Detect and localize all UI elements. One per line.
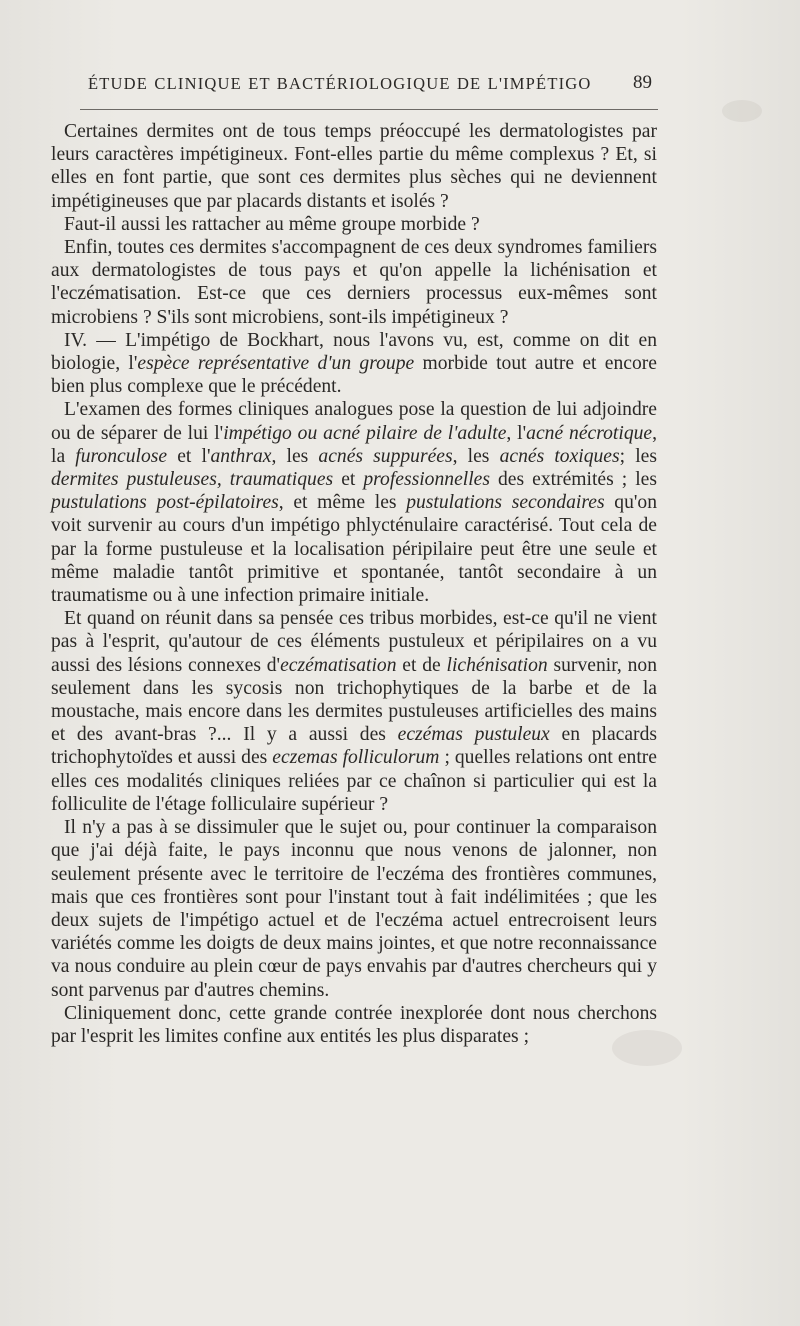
italic-term: professionnelles: [363, 469, 490, 491]
italic-term: lichénisation: [446, 654, 548, 676]
italic-term: eczématisation: [280, 654, 397, 676]
text-run: , les: [271, 445, 319, 467]
paragraph: Il n'y a pas à se dissimuler que le sujet ou, pour continuer la comparaison que j'ai déjà faite, le pays inconnu que nous venons de jalonner, non seulement présente avec le territoire de l'eczéma des frontières communes, mais que ces frontières sont pour l'instant tout à fait indélimitées ; que les deux sujets de l'impétigo actuel et de l'eczéma actuel entrecroisent leurs variétés comme les doigts de deux mains jointes, et que notre reconnaissance va nous conduire au plein cœur de pays envahis par d'autres chercheurs qui y sont parvenus par d'autres chemins.: [51, 817, 657, 1001]
italic-term: acné nécrotique: [526, 422, 653, 444]
italic-term: anthrax: [210, 445, 272, 467]
text-run: ; quelles relations ont entre elles ces modalités cliniques reliées par ce chaînon si particulier qui est la folliculite de l'étage folliculaire supérieur ?: [51, 747, 657, 815]
text-run: morbide tout autre et encore bien plus complexe que le précédent.: [51, 353, 657, 398]
body-text: [51, 120, 657, 1048]
text-run: Et quand on réunit dans sa pensée ces tribus morbides, est-ce qu'il ne vient pas à l'esprit, qu'autour de ces éléments pustuleux et péripilaires on a vu aussi des lésions connexes d': [51, 608, 657, 676]
text-run: et de: [396, 654, 447, 676]
text-run: ; les: [619, 445, 657, 467]
paragraph: [51, 398, 657, 607]
italic-term: eczémas pustuleux: [397, 724, 550, 746]
foxing-stain: [722, 100, 762, 122]
italic-term: furonculose: [75, 445, 168, 467]
header-rule: [80, 109, 658, 110]
paragraph: [51, 607, 657, 816]
italic-term: acnés suppurées: [318, 445, 453, 467]
running-header: [88, 72, 658, 100]
paragraph: Cliniquement donc, cette grande contrée inexplorée dont nous cherchons par l'esprit les limites confine aux entités les plus disparates ;: [51, 1002, 657, 1047]
text-run: , la: [51, 422, 658, 467]
italic-term: espèce représentative d'un groupe: [137, 353, 415, 375]
italic-term: pustulations secondaires: [406, 492, 605, 514]
text-run: des extrémités ; les: [489, 469, 657, 491]
text-run: IV. — L'impétigo de Bockhart, nous l'avons vu, est, comme on dit en biologie, l': [51, 329, 657, 375]
paragraph: Certaines dermites ont de tous temps préoccupé les dermatologistes par leurs caractères impétigineux. Font-elles partie du même complexus ? Et, si elles en font partie, que sont ces dermites plus sèches qui ne deviennent impétigineuses que par placards distants et isolés ?: [51, 121, 657, 212]
text-run: L'examen des formes cliniques analogues pose la question de lui adjoindre ou de séparer de lui l': [51, 399, 657, 444]
italic-term: eczemas folliculorum: [272, 747, 440, 769]
running-title: ÉTUDE CLINIQUE ET BACTÉRIOLOGIQUE DE L'IMPÉTIGO: [88, 74, 592, 93]
italic-term: pustulations post-épilatoires: [51, 492, 279, 514]
text-run: , et même les: [278, 492, 407, 514]
italic-term: dermites pustuleuses, traumatiques: [51, 469, 334, 491]
text-run: et: [333, 469, 364, 491]
text-run: qu'on voit survenir au cours d'un impétigo phlycténulaire caractérisé. Tout cela de par la forme pustuleuse et la localisation péripilaire peut être une seule et même maladie tantôt primitive et spontanée, tantôt secondaire à un traumatisme ou à une infection primaire initiale.: [51, 492, 657, 607]
italic-term: acnés toxiques: [499, 445, 620, 467]
text-run: , les: [452, 445, 500, 467]
paragraph: [51, 329, 657, 399]
text-run: en placards trichophytoïdes et aussi des: [51, 724, 658, 769]
paragraph: Faut-il aussi les rattacher au même groupe morbide ?: [64, 213, 480, 235]
page-number: 89: [633, 72, 652, 93]
text-run: et l': [167, 445, 211, 467]
text-run: survenir, non seulement dans les sycosis non trichophytiques de la barbe et de la moustache, mais encore dans les dermites pustuleuses artificielles des mains et des avant-bras ?... Il y a aussi des: [51, 654, 657, 746]
paragraph: Enfin, toutes ces dermites s'accompagnent de ces deux syndromes familiers aux dermatologistes de tous pays et qu'on appelle la lichénisation et l'eczématisation. Est-ce que ces derniers processus eux-mêmes sont microbiens ? S'ils sont microbiens, sont-ils impétigineux ?: [51, 237, 657, 328]
italic-term: impétigo ou acné pilaire de l'adulte: [223, 422, 507, 444]
text-run: , l': [506, 422, 527, 444]
